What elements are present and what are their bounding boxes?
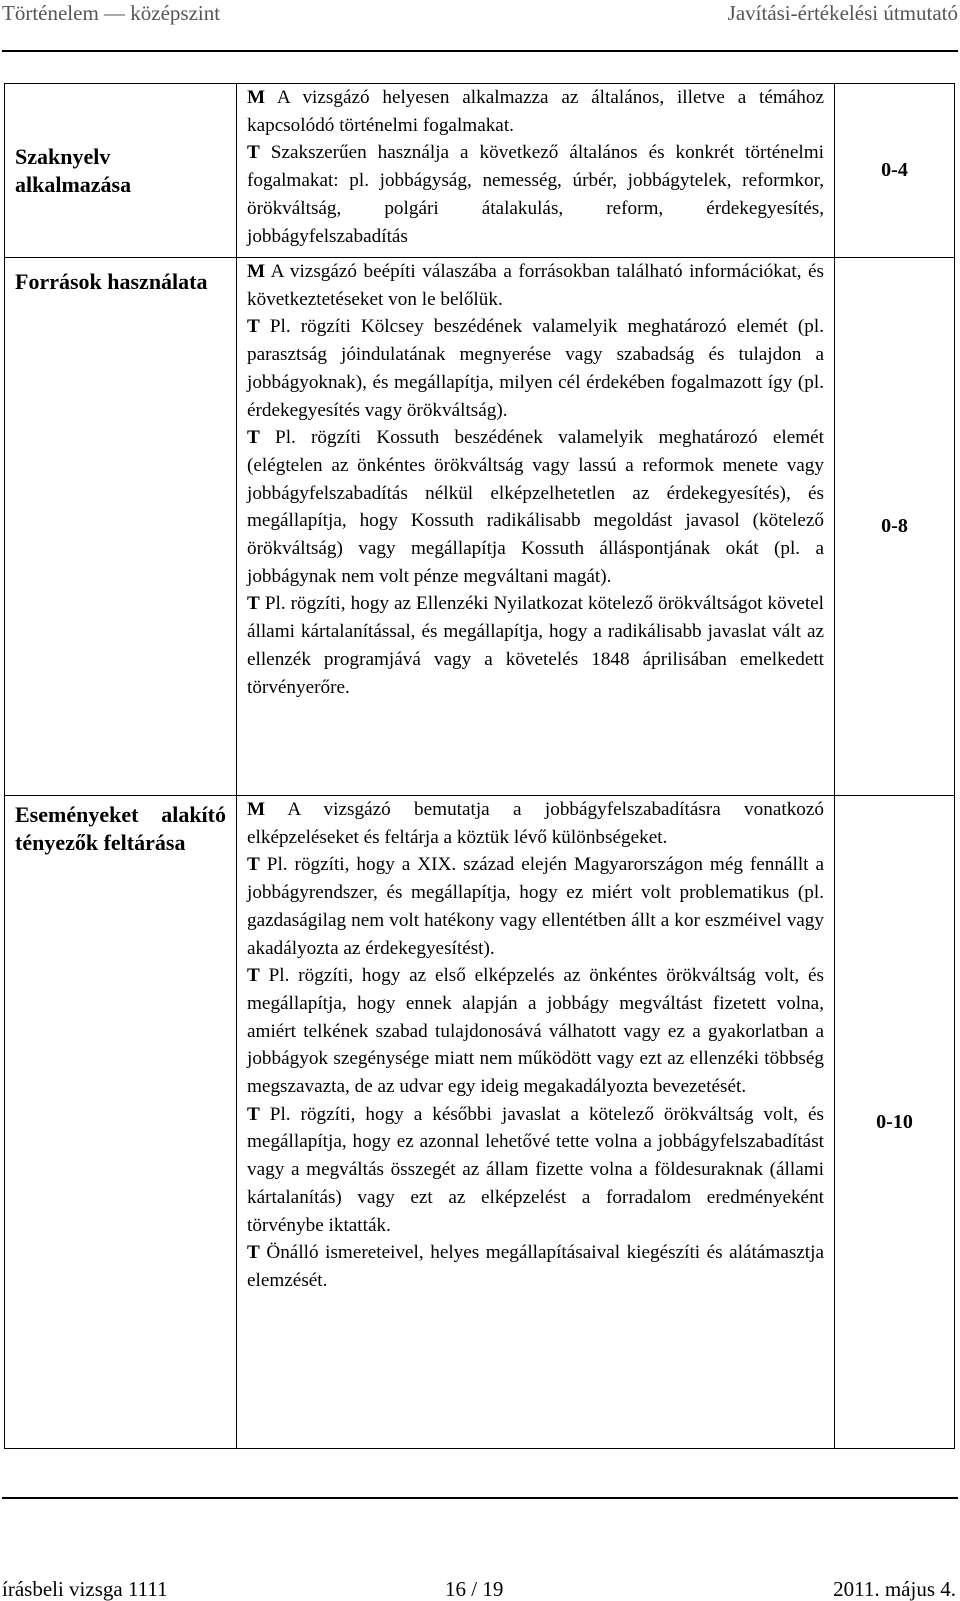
- score-cell: 0-8: [835, 258, 955, 796]
- footer-date: 2011. május 4.: [833, 1577, 956, 1601]
- page-number: 16 / 19: [445, 1577, 504, 1601]
- list-item: T Pl. rögzíti, hogy a XIX. század elején Magyarországon még fennállt a jobbágyrendszer, és megállapítja, hogy ez miért volt problematikus (pl. gazdaságilag nem volt hatékony vagy ellentétben állt a kor eszméivel vagy akadályozta az érdekegyesítést).: [247, 854, 824, 959]
- description-cell: [237, 796, 835, 1449]
- description-cell: [237, 258, 835, 796]
- list-item: T Pl. rögzíti, hogy a későbbi javaslat a kötelező örökváltság volt, és megállapítja, hogy ez azonnal lehetővé tette volna a jobbágyfelszabadítást vagy a megváltás összegét az állam fizette volna a földesuraknak (állami kártalanítás) vagy ezt az elképzelést a forradalom eredményeként törvénybe iktatták.: [247, 1103, 824, 1236]
- criterion-cell: [5, 84, 237, 258]
- evaluation-table: [4, 83, 955, 1449]
- list-item: T Pl. rögzíti, hogy az első elképzelés az önkéntes örökváltság volt, és megállapítja, hogy ennek alapján a jobbágy megváltást fizetett volna, amiért telkének szabad tulajdonosává válhatott vagy ez a gyakorlatban a jobbágyok szegénysége miatt nem működött vagy ezt az ellenzéki többség megszavazta, de az udvar egy ideig megakadályozta bevezetését.: [247, 965, 824, 1098]
- footer-exam-code: írásbeli vizsga 1111: [2, 1577, 168, 1601]
- header-rule: [2, 50, 958, 52]
- table-row: [5, 258, 955, 796]
- page-footer: [0, 1578, 960, 1601]
- list-item: M A vizsgázó beépíti válaszába a forrásokban található információkat, és következtetéseket von le belőlük.: [247, 261, 824, 310]
- table-row: [5, 796, 955, 1449]
- criterion-cell: [5, 258, 237, 796]
- list-item: T Pl. rögzíti, hogy az Ellenzéki Nyilatkozat kötelező örökváltságot követel állami kártalanítással, és megállapítja, hogy a radikálisabb javaslat vált az ellenzék programjává vagy a követelés 1848 áprilisában emelkedett törvényerőre.: [247, 593, 824, 698]
- score-cell: 0-10: [835, 796, 955, 1449]
- criterion-label: Szaknyelv alkalmazása: [15, 143, 132, 197]
- list-item: M A vizsgázó bemutatja a jobbágyfelszabadításra vonatkozó elképzeléseket és feltárja a köztük lévő különbségeket.: [247, 799, 824, 848]
- criterion-label: Források használata: [15, 269, 208, 294]
- page-header: [0, 0, 960, 40]
- criterion-cell: [5, 796, 237, 1449]
- list-item: T Szakszerűen használja a következő általános és konkrét történelmi fogalmakat: pl. jobbágyság, nemesség, úrbér, jobbágytelek, reformkor, örökváltság, polgári átalakulás, reform, érdekegyesítés, jobbágyfelszabadítás: [247, 142, 824, 247]
- list-item: M A vizsgázó helyesen alkalmazza az általános, illetve a témához kapcsolódó történelmi fogalmakat.: [247, 87, 824, 136]
- table-row: [5, 84, 955, 258]
- header-doc-type: Javítási-értékelési útmutató: [727, 1, 958, 25]
- header-subject: Történelem — középszint: [2, 1, 221, 25]
- description-cell: [237, 84, 835, 258]
- list-item: T Pl. rögzíti Kossuth beszédének valamelyik meghatározó elemét (elégtelen az önkéntes örökváltság vagy lassú a reformok menete vagy jobbágyfelszabadítás nélkül elképzelhetetlen az érdekegyesítés), és megállapítja, hogy Kossuth radikálisabb megoldást javasol (kötelező örökváltság) vagy megállapítja Kossuth álláspontjának okát (pl. a jobbágynak nem volt pénze megváltani magát).: [247, 427, 824, 587]
- list-item: T Önálló ismereteivel, helyes megállapításaival kiegészíti és alátámasztja elemzését.: [247, 1242, 824, 1291]
- footer-rule: [2, 1497, 958, 1499]
- list-item: T Pl. rögzíti Kölcsey beszédének valamelyik meghatározó elemét (pl. parasztság jóindulatának megnyerése vagy szabadság és tulajdon a jobbágyoknak), és megállapítja, milyen cél érdekében fogalmazott így (pl. érdekegyesítés vagy örökváltság).: [247, 316, 824, 421]
- criterion-label: Eseményeket alakító tényezők feltárása: [15, 802, 226, 855]
- score-cell: 0-4: [835, 84, 955, 258]
